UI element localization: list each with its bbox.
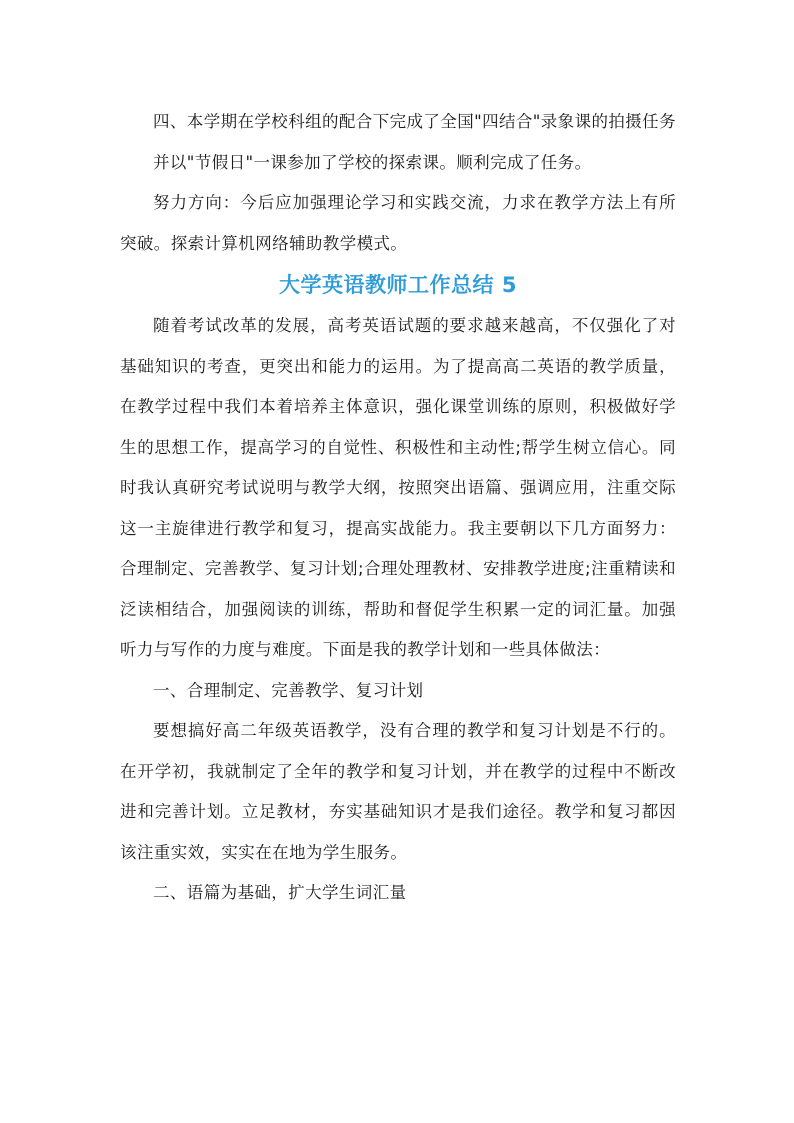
paragraph-subheading-one: 一、合理制定、完善教学、复习计划	[153, 680, 424, 700]
document-body	[120, 102, 676, 914]
paragraph-plan-details: 要想搞好高二年级英语教学，没有合理的教学和复习计划是不行的。在开学初，我就制定了全年的教学和复习计划，并在教学的过程中不断改进和完善计划。立足教材，夯实基础知识才是我们途径。教学和复习都因该注重实效，实实在在地为学生服务。	[120, 721, 676, 862]
paragraph-section-four: 四、本学期在学校科组的配合下完成了全国"四结合"录象课的拍摄任务	[153, 112, 676, 131]
section-heading: 大学英语教师工作总结 5	[279, 273, 517, 297]
paragraph-effort-direction: 努力方向：今后应加强理论学习和实践交流，力求在教学方法上有所突破。探索计算机网络辅助教学模式。	[120, 193, 676, 253]
paragraph-holiday-lesson: 并以"节假日"一课参加了学校的探索课。顺利完成了任务。	[153, 152, 592, 172]
paragraph-subheading-two: 二、语篇为基础，扩大学生词汇量	[153, 883, 407, 902]
paragraph-intro: 随着考试改革的发展，高考英语试题的要求越来越高，不仅强化了对基础知识的考查，更突出和能力的运用。为了提高高二英语的教学质量，在教学过程中我们本着培养主体意识，强化课堂训练的原则，积极做好学生的思想工作，提高学习的自觉性、积极性和主动性;帮学生树立信心。同时我认真研究考试说明与教学大纲，按照突出语篇、强调应用，注重交际这一主旋律进行教学和复习，提高实战能力。我主要朝以下几方面努力：合理制定、完善教学、复习计划;合理处理教材、安排教学进度;注重精读和泛读相结合，加强阅读的训练，帮助和督促学生积累一定的词汇量。加强听力与写作的力度与难度。下面是我的教学计划和一些具体做法：	[120, 316, 676, 659]
